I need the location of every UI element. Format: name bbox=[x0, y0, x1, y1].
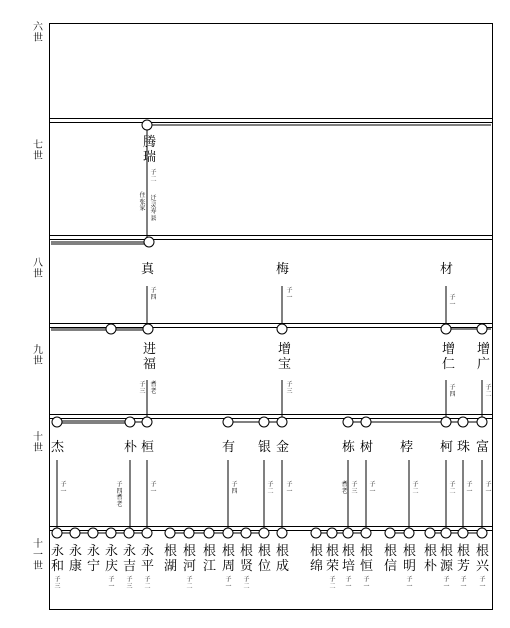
child-count: 子一 bbox=[460, 576, 467, 590]
child-count: 子一 bbox=[466, 481, 473, 495]
person-name: 树 bbox=[360, 440, 374, 455]
person-name: 根明 bbox=[402, 544, 416, 574]
person-name: 根兴 bbox=[475, 544, 489, 574]
child-count: 子二 bbox=[144, 576, 151, 590]
person-name: 根信 bbox=[383, 544, 397, 574]
person-name: 根河 bbox=[182, 544, 196, 574]
child-count: 子三 bbox=[126, 576, 133, 590]
person-name: 富 bbox=[476, 440, 490, 455]
child-count: 子一 bbox=[225, 576, 232, 590]
person-name: 增宝 bbox=[277, 342, 291, 372]
person-name: 材 bbox=[440, 262, 454, 277]
generation-label: 七世 bbox=[33, 140, 43, 162]
child-count: 子二 bbox=[243, 576, 250, 590]
person-name: 根朴 bbox=[423, 544, 437, 574]
person-note: 耆老 bbox=[341, 481, 348, 495]
child-count: 子四耆老 bbox=[116, 481, 123, 508]
person-name: 有 bbox=[222, 440, 236, 455]
person-name: 永庆 bbox=[104, 544, 118, 574]
child-count: 子四 bbox=[449, 384, 456, 398]
child-count: 子二 bbox=[329, 576, 336, 590]
child-count: 子一 bbox=[449, 294, 456, 308]
person-name: 根绵 bbox=[309, 544, 323, 574]
person-name: 根培 bbox=[341, 544, 355, 574]
person-note: 耆老 bbox=[150, 381, 157, 395]
child-count: 子二 bbox=[412, 481, 419, 495]
child-count: 子四 bbox=[150, 287, 157, 301]
child-count: 子三 bbox=[139, 381, 146, 395]
child-count: 子一 bbox=[345, 576, 352, 590]
person-name: 金 bbox=[276, 440, 290, 455]
person-name: 根贤 bbox=[239, 544, 253, 574]
person-name: 进福 bbox=[142, 342, 156, 372]
generation-label: 六世 bbox=[33, 22, 43, 44]
child-count: 子二 bbox=[186, 576, 193, 590]
generation-label: 八世 bbox=[33, 258, 43, 280]
person-name: 柯 bbox=[440, 440, 454, 455]
child-count: 子一 bbox=[150, 481, 157, 495]
person-name: 根恒 bbox=[359, 544, 373, 574]
generation-label: 九世 bbox=[33, 345, 43, 367]
person-name: 永吉 bbox=[122, 544, 136, 574]
child-count: 子一 bbox=[479, 576, 486, 590]
child-count: 子二 bbox=[150, 169, 157, 183]
person-name: 真 bbox=[141, 262, 155, 277]
person-name: 永康 bbox=[68, 544, 82, 574]
person-name: 朴 bbox=[124, 440, 138, 455]
child-count: 子一 bbox=[369, 481, 376, 495]
person-name: 栋 bbox=[342, 440, 356, 455]
person-name: 珠 bbox=[457, 440, 471, 455]
child-count: 子一 bbox=[406, 576, 413, 590]
person-name: 根成 bbox=[275, 544, 289, 574]
person-name: 根湖 bbox=[163, 544, 177, 574]
child-count: 子一 bbox=[443, 576, 450, 590]
person-name: 根周 bbox=[221, 544, 235, 574]
generation-label: 十一世 bbox=[33, 539, 43, 572]
person-name: 增仁 bbox=[441, 342, 455, 372]
child-count: 子三 bbox=[351, 481, 358, 495]
child-count: 子一 bbox=[286, 481, 293, 495]
person-note: 迁灵寿县 bbox=[150, 195, 157, 222]
child-count: 子四 bbox=[231, 481, 238, 495]
person-name: 银 bbox=[258, 440, 272, 455]
person-name: 永平 bbox=[140, 544, 154, 574]
person-name: 桓 bbox=[141, 440, 155, 455]
person-name: 增广 bbox=[476, 342, 490, 372]
person-name: 梅 bbox=[276, 262, 290, 277]
child-count: 子一 bbox=[108, 576, 115, 590]
child-count: 子一 bbox=[286, 287, 293, 301]
child-count: 子二 bbox=[267, 481, 274, 495]
person-name: 永宁 bbox=[86, 544, 100, 574]
person-name: 根芳 bbox=[456, 544, 470, 574]
child-count: 子一 bbox=[363, 576, 370, 590]
child-count: 子一 bbox=[485, 481, 492, 495]
person-name: 根源 bbox=[439, 544, 453, 574]
child-count: 子二 bbox=[449, 481, 456, 495]
person-name: 杰 bbox=[51, 440, 65, 455]
person-name: 永和 bbox=[50, 544, 64, 574]
child-count: 子一 bbox=[60, 481, 67, 495]
person-name: 根荣 bbox=[325, 544, 339, 574]
person-note: 住张家 bbox=[139, 192, 146, 212]
person-name: 腾瑞 bbox=[142, 135, 156, 165]
child-count: 子三 bbox=[286, 381, 293, 395]
person-name: 根位 bbox=[257, 544, 271, 574]
person-name: 根江 bbox=[202, 544, 216, 574]
child-count: 子二 bbox=[485, 384, 492, 398]
person-name: 桲 bbox=[400, 440, 414, 455]
child-count: 子三 bbox=[54, 576, 61, 590]
generation-label: 十世 bbox=[33, 432, 43, 454]
